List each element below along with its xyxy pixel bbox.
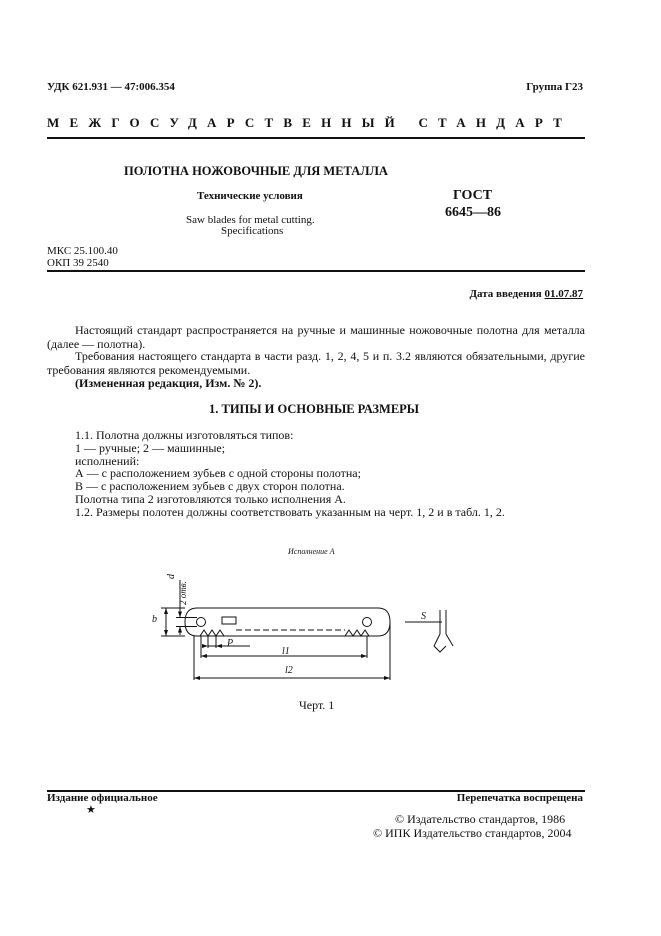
mks-code: МКС 25.100.40	[47, 245, 118, 257]
section-line-6: Полотна типа 2 изготовляются только исполнения А.	[75, 492, 346, 506]
figure-label-l1: l1	[282, 646, 290, 657]
star-icon: ★	[86, 804, 96, 816]
figure-label-p: P	[227, 638, 234, 649]
figure-label-l2: l2	[285, 665, 293, 676]
group-code: Группа Г23	[526, 81, 583, 93]
blade-slot	[222, 617, 236, 624]
english-title-line2: Specifications	[221, 225, 284, 237]
header-rule	[47, 137, 585, 139]
figure-variant-caption: Исполнение А	[288, 547, 335, 556]
title-rule	[47, 270, 585, 272]
udk-code: УДК 621.931 — 47:006.354	[47, 81, 175, 93]
figure-label-holes: 2 отв.	[178, 581, 188, 605]
section-line-3: исполнений:	[75, 454, 140, 468]
section-line-1: 1.1. Полотна должны изготовляться типов:	[75, 428, 294, 442]
intro-paragraph-1: Настоящий стандарт распространяется на ручные и машинные ножовочные полотна для металла (далее — полотна).	[47, 323, 585, 351]
section-heading: 1. ТИПЫ И ОСНОВНЫЕ РАЗМЕРЫ	[209, 402, 420, 416]
english-title-line1: Saw blades for metal cutting.	[186, 214, 315, 226]
blade-teeth	[200, 630, 369, 636]
saw-blade-drawing	[140, 560, 470, 690]
mounting-hole-right	[363, 618, 372, 627]
figure-label-s: S	[421, 611, 426, 622]
figure-caption: Черт. 1	[299, 698, 335, 712]
intro-paragraph-2: Требования настоящего стандарта в части разд. 1, 2, 4, 5 и п. 3.2 являются обязательными, другие требования являются рекомендуемыми.	[47, 349, 585, 377]
section-line-7: 1.2. Размеры полотен должны соответствовать указанным на черт. 1, 2 и в табл. 1, 2.	[75, 505, 505, 519]
okp-code: ОКП 39 2540	[47, 257, 109, 269]
blade-outline	[185, 608, 390, 636]
section-line-2: 1 — ручные; 2 — машинные;	[75, 441, 226, 455]
cross-section	[434, 634, 453, 652]
standard-banner: МЕЖГОСУДАРСТВЕННЫЙ СТАНДАРТ	[47, 115, 573, 130]
intro-date-label: Дата введения	[469, 288, 542, 300]
copyright-1986: © Издательство стандартов, 1986	[395, 812, 566, 826]
reprint-notice: Перепечатка воспрещена	[456, 792, 583, 804]
edition-label: Издание официальное	[47, 792, 158, 804]
amendment-note: (Измененная редакция, Изм. № 2).	[75, 376, 262, 390]
section-line-5: В — с расположением зубьев с двух сторон полотна.	[75, 479, 345, 493]
intro-date-value: 01.07.87	[544, 288, 583, 300]
section-line-4: А — с расположением зубьев с одной стороны полотна;	[75, 466, 361, 480]
document-subtitle: Технические условия	[197, 190, 303, 202]
figure-label-b: b	[152, 614, 157, 625]
gost-number: 6645—86	[445, 205, 501, 220]
mounting-hole-left	[197, 618, 206, 627]
copyright-2004: © ИПК Издательство стандартов, 2004	[373, 826, 572, 840]
document-title: ПОЛОТНА НОЖОВОЧНЫЕ ДЛЯ МЕТАЛЛА	[124, 164, 388, 178]
intro-date	[469, 288, 583, 300]
figure-label-d: d	[166, 574, 177, 579]
gost-label: ГОСТ	[453, 188, 493, 203]
